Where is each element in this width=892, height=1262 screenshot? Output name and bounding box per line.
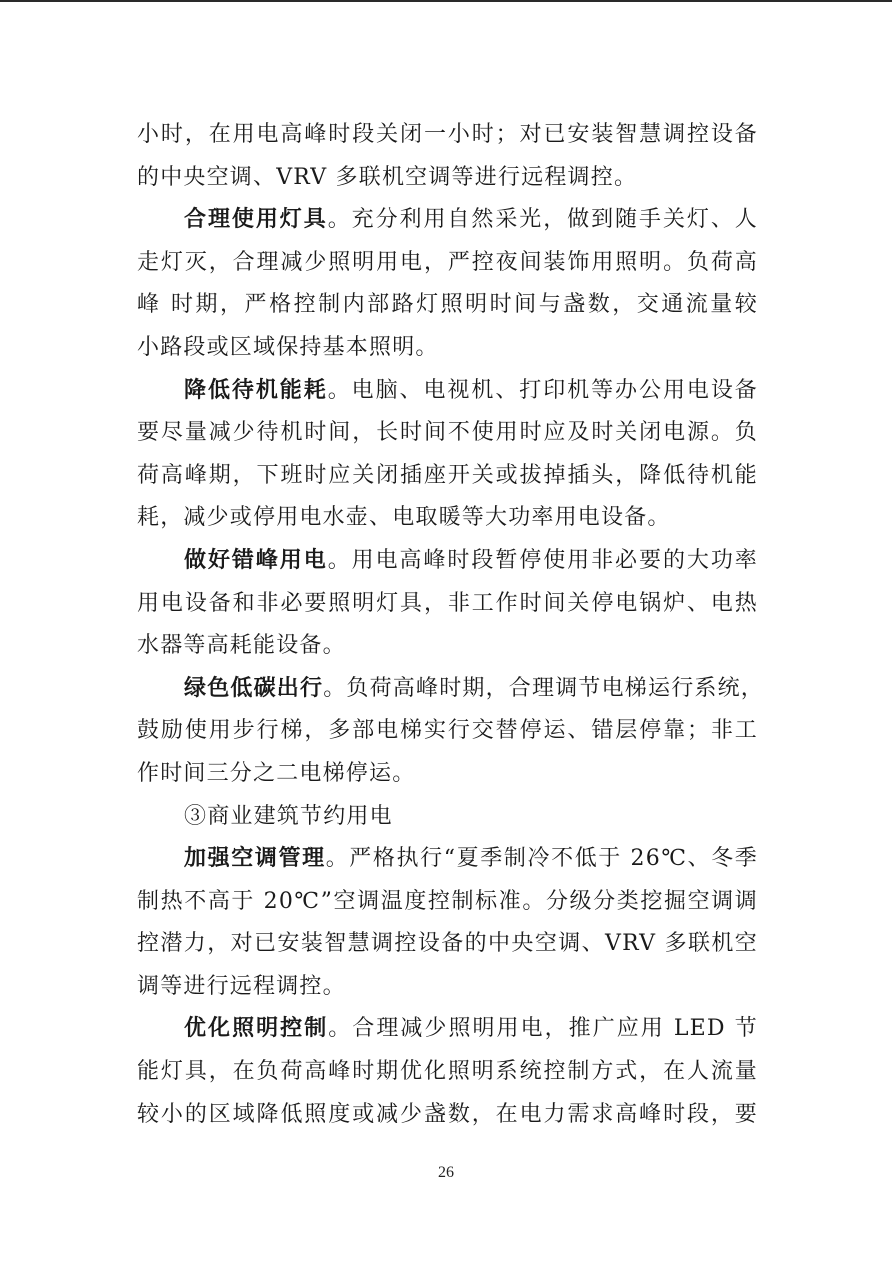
body-line: 较小的区域降低照度或减少盏数，在电力需求高峰时段，要 [137,1101,758,1127]
body-line: 走灯灭，合理减少照明用电，严控夜间装饰用照明。负荷高 [137,249,758,275]
paragraph-heading: 加强空调管理 [184,846,326,872]
section-heading: ③商业建筑节约用电 [184,803,393,829]
body-line: 小时，在用电高峰时段关闭一小时；对已安装智慧调控设备 [137,122,758,147]
line-text: 。用电高峰时段暂停使用非必要的大功率 [327,547,758,573]
body-line: 能灯具，在负荷高峰时期优化照明系统控制方式，在人流量 [137,1059,758,1085]
body-line: 控潜力，对已安装智慧调控设备的中央空调、VRV 多联机空 [137,931,758,957]
body-line: 的中央空调、VRV 多联机空调等进行远程调控。 [137,164,638,190]
body-line: 峰 时期，严格控制内部路灯照明时间与盏数，交通流量较 [137,292,758,318]
body-line: 小路段或区域保持基本照明。 [137,334,439,360]
body-line [137,199,758,242]
top-rule [0,0,892,2]
body-line: 要尽量减少待机时间，长时间不使用时应及时关闭电源。负 [137,420,758,446]
body-line: 鼓励使用步行梯，多部电梯实行交替停运、错层停靠；非工 [137,718,758,744]
body-line [137,1008,758,1051]
body-line [137,370,758,413]
body-line: 作时间三分之二电梯停运。 [137,760,416,786]
line-text: 。负荷高峰时期，合理调节电梯运行系统， [323,675,765,701]
paragraph-heading: 优化照明控制 [184,1016,329,1042]
body-line [137,838,758,881]
body-line [137,668,765,711]
page-number: 26 [438,1164,454,1181]
line-text: 。严格执行“夏季制冷不低于 26℃、冬季 [325,846,758,872]
body-line: 荷高峰期，下班时应关闭插座开关或拔掉插头，降低待机能 [137,462,758,488]
body-line: 制热不高于 20℃”空调温度控制标准。分级分类挖掘空调调 [137,888,758,914]
line-text: 。合理减少照明用电，推广应用 LED 节 [328,1016,758,1042]
line-text: 。充分利用自然采光，做到随手关灯、人 [327,207,758,233]
body-line: 水器等高耗能设备。 [137,633,346,659]
body-line: 调等进行远程调控。 [137,973,346,999]
paragraph-heading: 合理使用灯具 [184,207,328,233]
line-text: 。电脑、电视机、打印机等办公用电设备 [327,377,758,403]
paragraph-heading: 降低待机能耗 [184,377,328,403]
paragraph-heading: 绿色低碳出行 [184,675,324,701]
page-body [137,114,765,1136]
paragraph-heading: 做好错峰用电 [184,547,328,573]
body-line: 耗，减少或停用电水壶、电取暖等大功率用电设备。 [137,505,671,531]
body-line: 用电设备和非必要照明灯具，非工作时间关停电锅炉、电热 [137,590,758,616]
body-line [137,540,758,583]
